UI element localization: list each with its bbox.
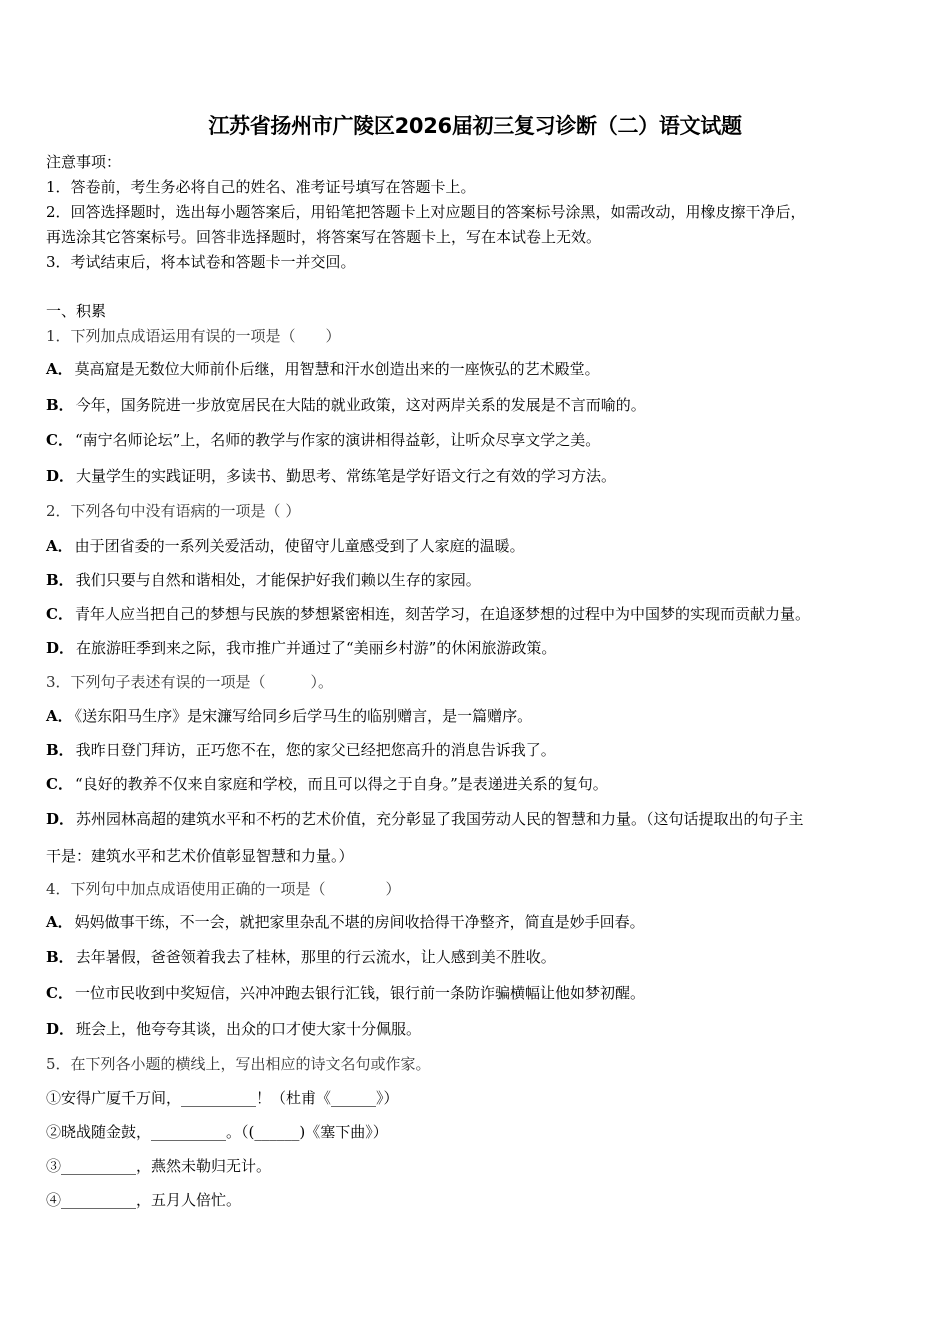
option-letter: C．	[46, 605, 73, 623]
fill-blank-item	[46, 1189, 241, 1211]
question-option	[46, 982, 645, 1004]
question-option	[46, 358, 600, 380]
option-letter: A．	[46, 537, 73, 555]
option-letter: D．	[46, 810, 75, 828]
option-letter: D．	[46, 639, 75, 657]
option-text: ③__________，燕然未勒归无计。	[46, 1157, 272, 1175]
option-text: 由于团省委的一系列关爱活动，使留守儿童感受到了人家庭的温暖。	[74, 537, 525, 555]
option-letter: A．	[46, 360, 73, 378]
question-option	[46, 394, 646, 416]
fill-blank-item	[46, 1155, 271, 1177]
option-text: 去年暑假，爸爸领着我去了桂林，那里的行云流水，让人感到美不胜收。	[75, 948, 556, 966]
question-stem: 3．下列句子表述有误的一项是（ ）。	[46, 673, 334, 691]
option-letter: B．	[46, 396, 74, 414]
question-option	[46, 946, 556, 968]
option-text: 莫高窟是无数位大师前仆后继，用智慧和汗水创造出来的一座恢弘的艺术殿堂。	[74, 360, 600, 378]
question-option	[46, 1018, 421, 1040]
option-text: 一位市民收到中奖短信，兴冲冲跑去银行汇钱，银行前一条防诈骗横幅让他如梦初醒。	[74, 984, 645, 1002]
question-option	[46, 535, 525, 557]
option-text: 今年，国务院进一步放宽居民在大陆的就业政策，这对两岸关系的发展是不言而喻的。	[75, 396, 646, 414]
question-option	[46, 911, 645, 933]
option-text: 我昨日登门拜访，正巧您不在，您的家父已经把您高升的消息告诉我了。	[75, 741, 556, 759]
option-text: 我们只要与自然和谐相处，才能保护好我们赖以生存的家园。	[75, 571, 481, 589]
section-heading: 一、积累	[46, 302, 107, 320]
option-text: 干是：建筑水平和艺术价值彰显智慧和力量。）	[46, 847, 354, 865]
option-letter: C．	[46, 431, 73, 449]
option-text: 大量学生的实践证明，多读书、勤思考、常练笔是学好语文行之有效的学习方法。	[76, 467, 617, 485]
page-title: 江苏省扬州市广陵区2026届初三复习诊断（二）语文试题	[208, 114, 742, 138]
question-option	[46, 603, 810, 625]
option-text: ④__________，五月人倍忙。	[46, 1191, 242, 1209]
option-text: 班会上，他夸夸其谈，出众的口才使大家十分佩服。	[76, 1020, 422, 1038]
option-text: 苏州园林高超的建筑水平和不朽的艺术价值，充分彰显了我国劳动人民的智慧和力量。（这句话提取出的句子主	[76, 810, 804, 828]
question-stem: 1．下列加点成语运用有误的一项是（ ）	[46, 327, 341, 345]
question-option	[46, 705, 532, 727]
question-option	[46, 569, 481, 591]
option-letter: D．	[46, 467, 75, 485]
option-text: ②晓战随金鼓，__________。（(______)《塞下曲》）	[46, 1123, 388, 1141]
question-option	[46, 808, 804, 830]
option-letter: C．	[46, 775, 73, 793]
option-letter: B．	[46, 948, 74, 966]
question-option	[46, 637, 556, 659]
option-text: 在旅游旺季到来之际，我市推广并通过了“美丽乡村游”的休闲旅游政策。	[76, 639, 557, 657]
option-text: 妈妈做事干练，不一会，就把家里杂乱不堪的房间收拾得干净整齐，简直是妙手回春。	[74, 913, 645, 931]
fill-blank-item	[46, 1087, 399, 1109]
notice-item: 再选涂其它答案标号。回答非选择题时，将答案写在答题卡上，写在本试卷上无效。	[46, 228, 602, 246]
option-letter: B．	[46, 571, 74, 589]
option-text: 《送东阳马生序》是宋濂写给同乡后学马生的临别赠言，是一篇赠序。	[74, 707, 533, 725]
option-letter: C．	[46, 984, 73, 1002]
question-stem: 4．下列句中加点成语使用正确的一项是（ ）	[46, 880, 401, 898]
option-letter: D．	[46, 1020, 75, 1038]
notice-heading: 注意事项：	[46, 153, 122, 171]
option-letter: A．	[46, 913, 73, 931]
question-stem: 2．下列各句中没有语病的一项是（ ）	[46, 502, 301, 520]
question-option	[46, 429, 600, 451]
option-text: ①安得广厦千万间，__________！（杜甫《______》）	[46, 1089, 399, 1107]
question-option	[46, 739, 556, 761]
question-stem: 5．在下列各小题的横线上，写出相应的诗文名句或作家。	[46, 1055, 431, 1073]
question-option-continuation	[46, 845, 354, 867]
option-letter: A．	[46, 707, 73, 725]
notice-item: 1．答卷前，考生务必将自己的姓名、准考证号填写在答题卡上。	[46, 178, 476, 196]
option-letter: B．	[46, 741, 74, 759]
option-text: “南宁名师论坛”上，名师的教学与作家的演讲相得益彰，让听众尽享文学之美。	[74, 431, 601, 449]
question-option	[46, 465, 616, 487]
question-option	[46, 773, 608, 795]
notice-item: 2．回答选择题时，选出每小题答案后，用铅笔把答题卡上对应题目的答案标号涂黑，如需改动，用橡皮擦干净后，	[46, 203, 806, 221]
option-text: “良好的教养不仅来自家庭和学校，而且可以得之于自身。”是表递进关系的复句。	[74, 775, 608, 793]
notice-item: 3．考试结束后，将本试卷和答题卡一并交回。	[46, 253, 356, 271]
option-text: 青年人应当把自己的梦想与民族的梦想紧密相连，刻苦学习，在追逐梦想的过程中为中国梦的实现而贡献力量。	[74, 605, 810, 623]
fill-blank-item	[46, 1121, 388, 1143]
